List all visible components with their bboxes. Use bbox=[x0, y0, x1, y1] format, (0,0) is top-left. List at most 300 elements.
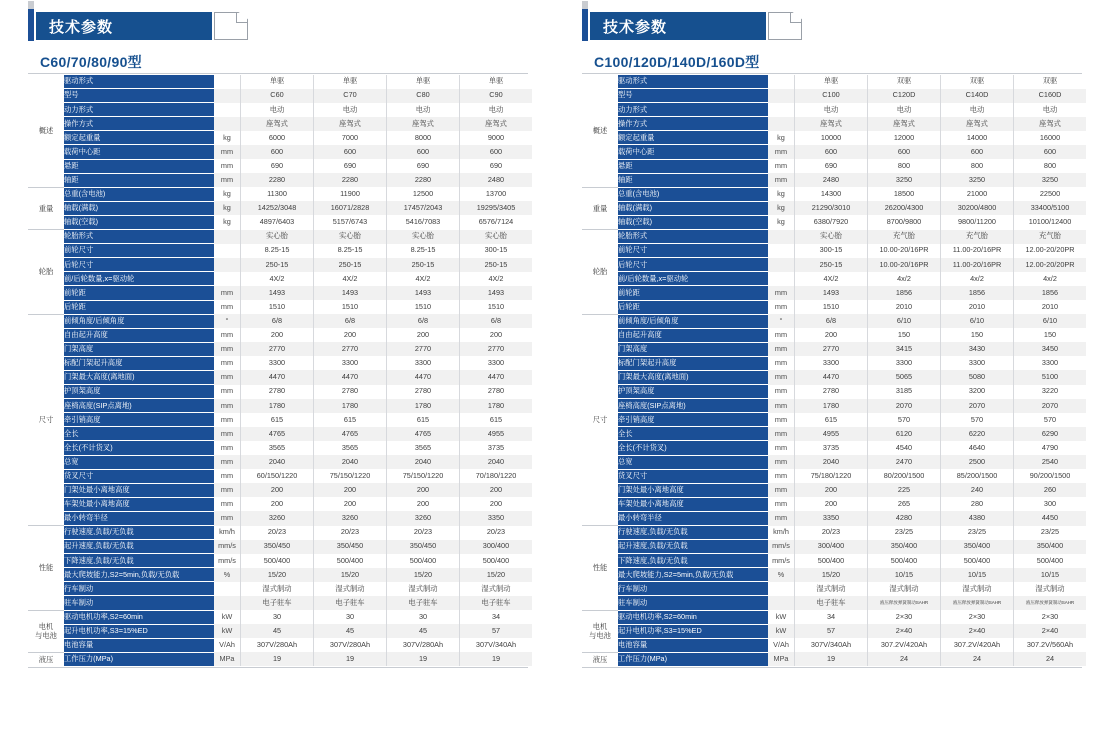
unit-cell: kg bbox=[214, 187, 241, 201]
value-cell: 11.00-20/16PR bbox=[941, 244, 1014, 258]
value-cell: 2280 bbox=[314, 173, 387, 187]
value-cell: 8700/9800 bbox=[868, 215, 941, 229]
value-cell: 250-15 bbox=[241, 258, 314, 272]
table-row bbox=[582, 511, 1086, 525]
value-cell: 19 bbox=[795, 652, 868, 666]
table-row bbox=[582, 173, 1086, 187]
table-row bbox=[582, 568, 1086, 582]
unit-cell: kg bbox=[214, 201, 241, 215]
unit-cell: mm/s bbox=[214, 540, 241, 554]
value-cell: 湿式制动 bbox=[1014, 582, 1087, 596]
value-cell: 30200/4800 bbox=[941, 201, 1014, 215]
value-cell: 实心胎 bbox=[795, 230, 868, 244]
value-cell: 4X/2 bbox=[460, 272, 533, 286]
value-cell: 1493 bbox=[241, 286, 314, 300]
value-cell: 液压释放弹簧制动SAHR bbox=[868, 596, 941, 610]
table-row bbox=[582, 652, 1086, 666]
unit-cell bbox=[768, 272, 795, 286]
value-cell: 75/150/1220 bbox=[314, 469, 387, 483]
value-cell: 充气胎 bbox=[868, 230, 941, 244]
table-row bbox=[28, 370, 532, 384]
value-cell: 4765 bbox=[241, 427, 314, 441]
value-cell: 307V/280Ah bbox=[241, 638, 314, 652]
value-cell: 10.00-20/16PR bbox=[868, 244, 941, 258]
unit-cell: mm bbox=[214, 328, 241, 342]
value-cell: 液压释放弹簧制动SAHR bbox=[1014, 596, 1087, 610]
value-cell: 500/400 bbox=[868, 554, 941, 568]
value-cell: 1510 bbox=[387, 300, 460, 314]
table-row bbox=[582, 399, 1086, 413]
value-cell: 350/400 bbox=[1014, 540, 1087, 554]
value-cell: 单驱 bbox=[314, 75, 387, 89]
value-cell: 600 bbox=[795, 145, 868, 159]
value-cell: 5065 bbox=[868, 370, 941, 384]
value-cell: 23/25 bbox=[941, 526, 1014, 540]
value-cell: 6120 bbox=[868, 427, 941, 441]
value-cell: 2010 bbox=[1014, 300, 1087, 314]
spec-name-cell: 驻车制动 bbox=[618, 596, 768, 610]
unit-cell bbox=[214, 117, 241, 131]
value-cell: 690 bbox=[460, 159, 533, 173]
unit-cell bbox=[214, 230, 241, 244]
spec-name-cell: 轮胎形式 bbox=[64, 230, 214, 244]
value-cell: 3220 bbox=[1014, 385, 1087, 399]
unit-cell bbox=[214, 582, 241, 596]
table-row bbox=[582, 610, 1086, 624]
value-cell: 4280 bbox=[868, 511, 941, 525]
value-cell: 4765 bbox=[387, 427, 460, 441]
value-cell: 湿式制动 bbox=[241, 582, 314, 596]
value-cell: 300/400 bbox=[460, 540, 533, 554]
value-cell: 8000 bbox=[387, 131, 460, 145]
unit-cell bbox=[768, 75, 795, 89]
value-cell: 2770 bbox=[314, 342, 387, 356]
value-cell: 3300 bbox=[460, 356, 533, 370]
value-cell: 600 bbox=[941, 145, 1014, 159]
table-row bbox=[582, 526, 1086, 540]
spec-name-cell: 行车制动 bbox=[64, 582, 214, 596]
table-row bbox=[582, 342, 1086, 356]
spec-name-cell: 操作方式 bbox=[64, 117, 214, 131]
value-cell: 600 bbox=[241, 145, 314, 159]
unit-cell: mm bbox=[768, 413, 795, 427]
unit-cell: kW bbox=[214, 610, 241, 624]
value-cell: 6/10 bbox=[868, 314, 941, 328]
model-series-label: C60/70/80/90型 bbox=[40, 54, 142, 70]
value-cell: 690 bbox=[795, 159, 868, 173]
value-cell: 电子驻车 bbox=[795, 596, 868, 610]
value-cell: 57 bbox=[460, 624, 533, 638]
value-cell: 16000 bbox=[1014, 131, 1087, 145]
panel-right bbox=[554, 0, 1109, 732]
value-cell: 电子驻车 bbox=[314, 596, 387, 610]
unit-cell: mm/s bbox=[214, 554, 241, 568]
value-cell: 11300 bbox=[241, 187, 314, 201]
value-cell: 34 bbox=[795, 610, 868, 624]
value-cell: 3300 bbox=[241, 356, 314, 370]
value-cell: 电动 bbox=[314, 103, 387, 117]
value-cell: 5157/6743 bbox=[314, 215, 387, 229]
spec-name-cell: 电池容量 bbox=[618, 638, 768, 652]
value-cell: 4470 bbox=[795, 370, 868, 384]
value-cell: 14300 bbox=[795, 187, 868, 201]
unit-cell bbox=[768, 89, 795, 103]
unit-cell: kW bbox=[214, 624, 241, 638]
spec-name-cell: 下降速度,负载/无负载 bbox=[64, 554, 214, 568]
unit-cell: mm bbox=[214, 441, 241, 455]
unit-cell: mm bbox=[214, 286, 241, 300]
table-row bbox=[28, 652, 532, 666]
value-cell: 16071/2828 bbox=[314, 201, 387, 215]
unit-cell: mm bbox=[214, 385, 241, 399]
unit-cell: mm bbox=[214, 300, 241, 314]
value-cell: 23/25 bbox=[868, 526, 941, 540]
value-cell: 150 bbox=[941, 328, 1014, 342]
value-cell: 15/20 bbox=[795, 568, 868, 582]
value-cell: 17457/2043 bbox=[387, 201, 460, 215]
value-cell: 4X/2 bbox=[387, 272, 460, 286]
value-cell: 8.25-15 bbox=[241, 244, 314, 258]
value-cell: 45 bbox=[241, 624, 314, 638]
value-cell: 6576/7124 bbox=[460, 215, 533, 229]
value-cell: 75/180/1220 bbox=[795, 469, 868, 483]
table-row bbox=[28, 258, 532, 272]
value-cell: 2×40 bbox=[1014, 624, 1087, 638]
group-label: 液压 bbox=[582, 652, 618, 666]
unit-cell: mm bbox=[768, 356, 795, 370]
value-cell: 3565 bbox=[387, 441, 460, 455]
value-cell: 18500 bbox=[868, 187, 941, 201]
value-cell: 1780 bbox=[314, 399, 387, 413]
table-row bbox=[582, 554, 1086, 568]
table-row bbox=[582, 89, 1086, 103]
value-cell: 10/15 bbox=[1014, 568, 1087, 582]
value-cell: 4470 bbox=[460, 370, 533, 384]
value-cell: 充气胎 bbox=[1014, 230, 1087, 244]
spec-name-cell: 总重(含电池) bbox=[618, 187, 768, 201]
unit-cell: ° bbox=[768, 314, 795, 328]
value-cell: 1493 bbox=[314, 286, 387, 300]
value-cell: 15/20 bbox=[314, 568, 387, 582]
value-cell: 350/450 bbox=[387, 540, 460, 554]
unit-cell bbox=[214, 272, 241, 286]
value-cell: 2780 bbox=[314, 385, 387, 399]
value-cell: 3300 bbox=[387, 356, 460, 370]
table-row bbox=[582, 201, 1086, 215]
table-row bbox=[28, 469, 532, 483]
value-cell: 15/20 bbox=[387, 568, 460, 582]
value-cell: 2770 bbox=[241, 342, 314, 356]
value-cell: 570 bbox=[868, 413, 941, 427]
value-cell: 22500 bbox=[1014, 187, 1087, 201]
value-cell: 6/8 bbox=[387, 314, 460, 328]
value-cell: 座驾式 bbox=[1014, 117, 1087, 131]
table-row bbox=[582, 159, 1086, 173]
value-cell: 615 bbox=[795, 413, 868, 427]
unit-cell: mm bbox=[768, 455, 795, 469]
unit-cell: ° bbox=[214, 314, 241, 328]
unit-cell: mm bbox=[214, 356, 241, 370]
unit-cell: mm bbox=[768, 328, 795, 342]
value-cell: 24 bbox=[941, 652, 1014, 666]
unit-cell bbox=[214, 103, 241, 117]
table-row bbox=[28, 455, 532, 469]
spec-name-cell: 最大爬坡能力,S2=5min,负载/无负载 bbox=[64, 568, 214, 582]
value-cell: 200 bbox=[460, 483, 533, 497]
value-cell: 690 bbox=[241, 159, 314, 173]
unit-cell: mm bbox=[768, 145, 795, 159]
table-row bbox=[582, 540, 1086, 554]
value-cell: 3565 bbox=[241, 441, 314, 455]
value-cell: 11900 bbox=[314, 187, 387, 201]
value-cell: 1780 bbox=[795, 399, 868, 413]
table-row bbox=[582, 272, 1086, 286]
spec-name-cell: 总宽 bbox=[64, 455, 214, 469]
table-row bbox=[582, 300, 1086, 314]
value-cell: 300/400 bbox=[795, 540, 868, 554]
value-cell: C60 bbox=[241, 89, 314, 103]
value-cell: 湿式制动 bbox=[868, 582, 941, 596]
value-cell: 双驱 bbox=[868, 75, 941, 89]
value-cell: 12.00-20/20PR bbox=[1014, 244, 1087, 258]
value-cell: 12500 bbox=[387, 187, 460, 201]
value-cell: 2470 bbox=[868, 455, 941, 469]
table-row bbox=[28, 582, 532, 596]
value-cell: 座驾式 bbox=[314, 117, 387, 131]
value-cell: 85/200/1500 bbox=[941, 469, 1014, 483]
value-cell: 20/23 bbox=[241, 526, 314, 540]
value-cell: 3260 bbox=[314, 511, 387, 525]
value-cell: 10100/12400 bbox=[1014, 215, 1087, 229]
value-cell: 座驾式 bbox=[387, 117, 460, 131]
value-cell: 6/8 bbox=[460, 314, 533, 328]
spec-name-cell: 驱动形式 bbox=[64, 75, 214, 89]
value-cell: 4470 bbox=[314, 370, 387, 384]
spec-name-cell: 电池容量 bbox=[64, 638, 214, 652]
unit-cell: km/h bbox=[214, 526, 241, 540]
value-cell: 6/10 bbox=[1014, 314, 1087, 328]
value-cell: 双驱 bbox=[1014, 75, 1087, 89]
value-cell: 26200/4300 bbox=[868, 201, 941, 215]
value-cell: 2770 bbox=[387, 342, 460, 356]
value-cell: 电动 bbox=[241, 103, 314, 117]
value-cell: 33400/5100 bbox=[1014, 201, 1087, 215]
value-cell: 615 bbox=[460, 413, 533, 427]
value-cell: 8.25-15 bbox=[387, 244, 460, 258]
value-cell: 19 bbox=[387, 652, 460, 666]
value-cell: 6/8 bbox=[241, 314, 314, 328]
value-cell: 1510 bbox=[241, 300, 314, 314]
table-row bbox=[582, 469, 1086, 483]
unit-cell: mm bbox=[768, 173, 795, 187]
value-cell: 3300 bbox=[1014, 356, 1087, 370]
value-cell: 座驾式 bbox=[941, 117, 1014, 131]
value-cell: 1856 bbox=[868, 286, 941, 300]
spec-name-cell: 标配门架起升高度 bbox=[618, 356, 768, 370]
value-cell: 3300 bbox=[941, 356, 1014, 370]
value-cell: C90 bbox=[460, 89, 533, 103]
value-cell: 24 bbox=[868, 652, 941, 666]
value-cell: 80/200/1500 bbox=[868, 469, 941, 483]
unit-cell: mm bbox=[214, 469, 241, 483]
table-row bbox=[28, 511, 532, 525]
table-row bbox=[28, 272, 532, 286]
table-row bbox=[582, 356, 1086, 370]
unit-cell: mm bbox=[768, 511, 795, 525]
table-row bbox=[582, 314, 1086, 328]
value-cell: 1510 bbox=[795, 300, 868, 314]
value-cell: 300-15 bbox=[460, 244, 533, 258]
value-cell: 200 bbox=[460, 328, 533, 342]
value-cell: 307.2V/420Ah bbox=[941, 638, 1014, 652]
value-cell: 200 bbox=[387, 328, 460, 342]
unit-cell: mm/s bbox=[768, 540, 795, 554]
table-row bbox=[28, 244, 532, 258]
spec-name-cell: 型号 bbox=[618, 89, 768, 103]
value-cell: 电动 bbox=[387, 103, 460, 117]
table-row bbox=[28, 159, 532, 173]
value-cell: 500/400 bbox=[941, 554, 1014, 568]
group-label: 性能 bbox=[582, 526, 618, 611]
value-cell: 3450 bbox=[1014, 342, 1087, 356]
spec-name-cell: 动力形式 bbox=[64, 103, 214, 117]
value-cell: 20/23 bbox=[387, 526, 460, 540]
value-cell: 实心胎 bbox=[241, 230, 314, 244]
group-label: 重量 bbox=[28, 187, 64, 229]
value-cell: 湿式制动 bbox=[460, 582, 533, 596]
value-cell: 19 bbox=[241, 652, 314, 666]
unit-cell: mm bbox=[214, 413, 241, 427]
table-row bbox=[582, 145, 1086, 159]
value-cell: 690 bbox=[387, 159, 460, 173]
value-cell: 6000 bbox=[241, 131, 314, 145]
spec-name-cell: 工作压力(MPa) bbox=[64, 652, 214, 666]
spec-name-cell: 自由起升高度 bbox=[618, 328, 768, 342]
unit-cell: kg bbox=[214, 215, 241, 229]
table-row bbox=[582, 215, 1086, 229]
value-cell: 3260 bbox=[387, 511, 460, 525]
table-row bbox=[582, 483, 1086, 497]
unit-cell: mm bbox=[768, 370, 795, 384]
spec-table-body bbox=[28, 75, 532, 667]
value-cell: 200 bbox=[314, 497, 387, 511]
value-cell: 250-15 bbox=[314, 258, 387, 272]
banner-accent-bar bbox=[582, 7, 588, 41]
spec-name-cell: 后轮尺寸 bbox=[618, 258, 768, 272]
value-cell: 湿式制动 bbox=[795, 582, 868, 596]
value-cell: 30 bbox=[314, 610, 387, 624]
value-cell: 4X/2 bbox=[314, 272, 387, 286]
group-label: 液压 bbox=[28, 652, 64, 666]
spec-name-cell: 轮胎形式 bbox=[618, 230, 768, 244]
unit-cell: % bbox=[214, 568, 241, 582]
value-cell: 2×30 bbox=[868, 610, 941, 624]
table-row bbox=[28, 117, 532, 131]
banner-right bbox=[582, 10, 1109, 44]
value-cell: 20/23 bbox=[795, 526, 868, 540]
value-cell: 15/20 bbox=[460, 568, 533, 582]
value-cell: 307V/340Ah bbox=[795, 638, 868, 652]
value-cell: 2×40 bbox=[868, 624, 941, 638]
unit-cell: mm bbox=[768, 483, 795, 497]
unit-cell: mm bbox=[768, 469, 795, 483]
value-cell: 单驱 bbox=[387, 75, 460, 89]
value-cell: 2×30 bbox=[941, 610, 1014, 624]
unit-cell: mm bbox=[768, 441, 795, 455]
value-cell: 14252/3048 bbox=[241, 201, 314, 215]
value-cell: 1493 bbox=[387, 286, 460, 300]
table-row bbox=[582, 427, 1086, 441]
table-row bbox=[28, 483, 532, 497]
value-cell: 电动 bbox=[941, 103, 1014, 117]
value-cell: 70/180/1220 bbox=[460, 469, 533, 483]
table-bottom-rule bbox=[28, 667, 528, 668]
value-cell: 500/400 bbox=[1014, 554, 1087, 568]
table-row bbox=[582, 286, 1086, 300]
value-cell: 2070 bbox=[868, 399, 941, 413]
unit-cell bbox=[214, 258, 241, 272]
unit-cell: mm bbox=[768, 497, 795, 511]
value-cell: 150 bbox=[868, 328, 941, 342]
value-cell: 1780 bbox=[387, 399, 460, 413]
value-cell: 90/200/1500 bbox=[1014, 469, 1087, 483]
value-cell: 1493 bbox=[795, 286, 868, 300]
unit-cell: MPa bbox=[214, 652, 241, 666]
spec-name-cell: 最小转弯半径 bbox=[64, 511, 214, 525]
value-cell: 13700 bbox=[460, 187, 533, 201]
value-cell: 500/400 bbox=[314, 554, 387, 568]
value-cell: 湿式制动 bbox=[941, 582, 1014, 596]
value-cell: 240 bbox=[941, 483, 1014, 497]
value-cell: 615 bbox=[387, 413, 460, 427]
spec-table-body bbox=[582, 75, 1086, 667]
table-row bbox=[582, 441, 1086, 455]
value-cell: 单驱 bbox=[241, 75, 314, 89]
spec-name-cell: 座椅高度(SIP点离地) bbox=[64, 399, 214, 413]
table-row bbox=[582, 75, 1086, 89]
unit-cell: kW bbox=[768, 624, 795, 638]
value-cell: 6290 bbox=[1014, 427, 1087, 441]
group-label: 概述 bbox=[28, 75, 64, 188]
unit-cell bbox=[768, 230, 795, 244]
value-cell: 充气胎 bbox=[941, 230, 1014, 244]
value-cell: 1856 bbox=[1014, 286, 1087, 300]
table-row bbox=[582, 370, 1086, 384]
value-cell: 4380 bbox=[941, 511, 1014, 525]
table-row bbox=[582, 131, 1086, 145]
value-cell: 2770 bbox=[795, 342, 868, 356]
value-cell: 3300 bbox=[795, 356, 868, 370]
value-cell: 200 bbox=[387, 483, 460, 497]
spec-name-cell: 门架处最小离地高度 bbox=[618, 483, 768, 497]
value-cell: 3415 bbox=[868, 342, 941, 356]
value-cell: 60/150/1220 bbox=[241, 469, 314, 483]
banner-title: 技术参数 bbox=[49, 18, 114, 36]
group-label: 轮胎 bbox=[28, 230, 64, 315]
spec-name-cell: 前轮距 bbox=[618, 286, 768, 300]
spec-name-cell: 轴距 bbox=[618, 173, 768, 187]
value-cell: 3735 bbox=[795, 441, 868, 455]
table-row bbox=[28, 385, 532, 399]
spec-name-cell: 前轮尺寸 bbox=[618, 244, 768, 258]
unit-cell: mm bbox=[768, 427, 795, 441]
table-row bbox=[28, 201, 532, 215]
spec-name-cell: 货叉尺寸 bbox=[618, 469, 768, 483]
table-bottom-rule bbox=[582, 667, 1082, 668]
value-cell: 280 bbox=[941, 497, 1014, 511]
panel-left bbox=[0, 0, 554, 732]
value-cell: 350/450 bbox=[241, 540, 314, 554]
